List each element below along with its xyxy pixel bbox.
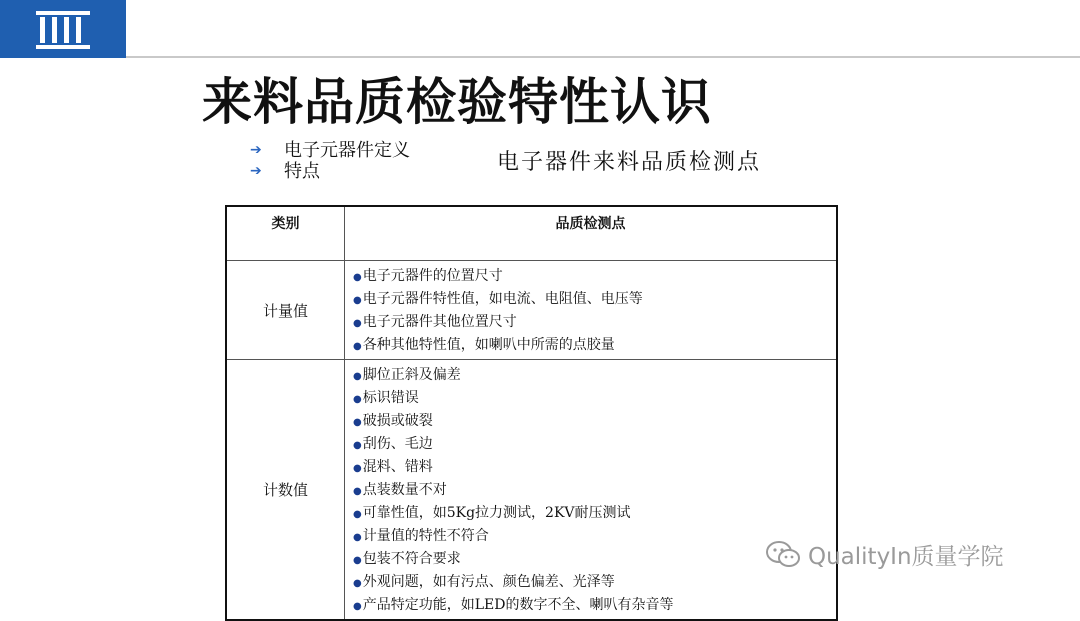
point-item xyxy=(353,334,836,357)
arrow-right-icon: ➔ xyxy=(250,142,262,158)
point-text: 破损或破裂 xyxy=(362,413,433,429)
header-category: 类别 xyxy=(226,206,345,261)
point-text: 电子元器件特性值，如电流、电阻值、电压等 xyxy=(362,291,643,307)
watermark xyxy=(766,538,1004,571)
arrow-right-icon: ➔ xyxy=(250,163,262,179)
logo-block xyxy=(0,0,126,58)
points-cell xyxy=(345,360,838,621)
point-item xyxy=(353,502,836,525)
bullet-dot-icon: ● xyxy=(353,463,362,474)
point-text: 可靠性值，如5Kg拉力测试，2KV耐压测试 xyxy=(362,505,631,521)
point-text: 包装不符合要求 xyxy=(362,551,461,567)
point-text: 电子元器件的位置尺寸 xyxy=(362,268,503,284)
bullet-dot-icon: ● xyxy=(353,394,362,405)
bullet-dot-icon: ● xyxy=(353,272,362,283)
building-pillars-logo-icon xyxy=(36,11,90,49)
bullet-dot-icon: ● xyxy=(353,295,362,306)
point-text: 标识错误 xyxy=(362,390,419,406)
bullet-item xyxy=(250,161,410,182)
bullet-dot-icon: ● xyxy=(353,440,362,451)
point-item xyxy=(353,525,836,548)
point-text: 脚位正斜及偏差 xyxy=(362,367,461,383)
table-row xyxy=(226,360,837,621)
inspection-table xyxy=(225,205,838,621)
bullet-dot-icon: ● xyxy=(353,318,362,329)
point-item xyxy=(353,410,836,433)
bullet-dot-icon: ● xyxy=(353,341,362,352)
point-item xyxy=(353,364,836,387)
point-item xyxy=(353,479,836,502)
category-cell: 计量值 xyxy=(226,261,345,360)
point-item xyxy=(353,311,836,334)
points-cell xyxy=(345,261,838,360)
header-points: 品质检测点 xyxy=(345,206,838,261)
point-text: 计量值的特性不符合 xyxy=(362,528,489,544)
point-text: 点装数量不对 xyxy=(362,482,447,498)
bullet-dot-icon: ● xyxy=(353,578,362,589)
point-text: 产品特定功能，如LED的数字不全、喇叭有杂音等 xyxy=(362,597,674,613)
bullet-dot-icon: ● xyxy=(353,532,362,543)
bullet-text: 电子元器件定义 xyxy=(284,140,410,161)
table-row xyxy=(226,261,837,360)
slide-title: 来料品质检验特性认识 xyxy=(202,73,712,131)
point-item xyxy=(353,571,836,594)
bullet-item xyxy=(250,140,410,161)
point-text: 混料、错料 xyxy=(362,459,433,475)
point-item xyxy=(353,288,836,311)
point-item xyxy=(353,387,836,410)
watermark-text: QualityIn质量学院 xyxy=(808,544,1004,570)
bullet-dot-icon: ● xyxy=(353,417,362,428)
point-text: 刮伤、毛边 xyxy=(362,436,433,452)
section-subtitle: 电子器件来料品质检测点 xyxy=(497,150,762,175)
bullet-dot-icon: ● xyxy=(353,371,362,382)
point-item xyxy=(353,594,836,617)
category-cell: 计数值 xyxy=(226,360,345,621)
point-text: 电子元器件其他位置尺寸 xyxy=(362,314,517,330)
header-divider xyxy=(126,56,1080,58)
point-item xyxy=(353,265,836,288)
table-header-row xyxy=(226,206,837,261)
point-item xyxy=(353,548,836,571)
point-text: 各种其他特性值，如喇叭中所需的点胶量 xyxy=(362,337,615,353)
bullet-text: 特点 xyxy=(284,161,320,182)
bullet-dot-icon: ● xyxy=(353,509,362,520)
bullet-dot-icon: ● xyxy=(353,555,362,566)
bullet-dot-icon: ● xyxy=(353,486,362,497)
point-item xyxy=(353,456,836,479)
point-text: 外观问题，如有污点、颜色偏差、光泽等 xyxy=(362,574,615,590)
point-item xyxy=(353,433,836,456)
wechat-icon xyxy=(766,540,800,570)
bullet-dot-icon: ● xyxy=(353,601,362,612)
bullet-list xyxy=(250,140,410,182)
